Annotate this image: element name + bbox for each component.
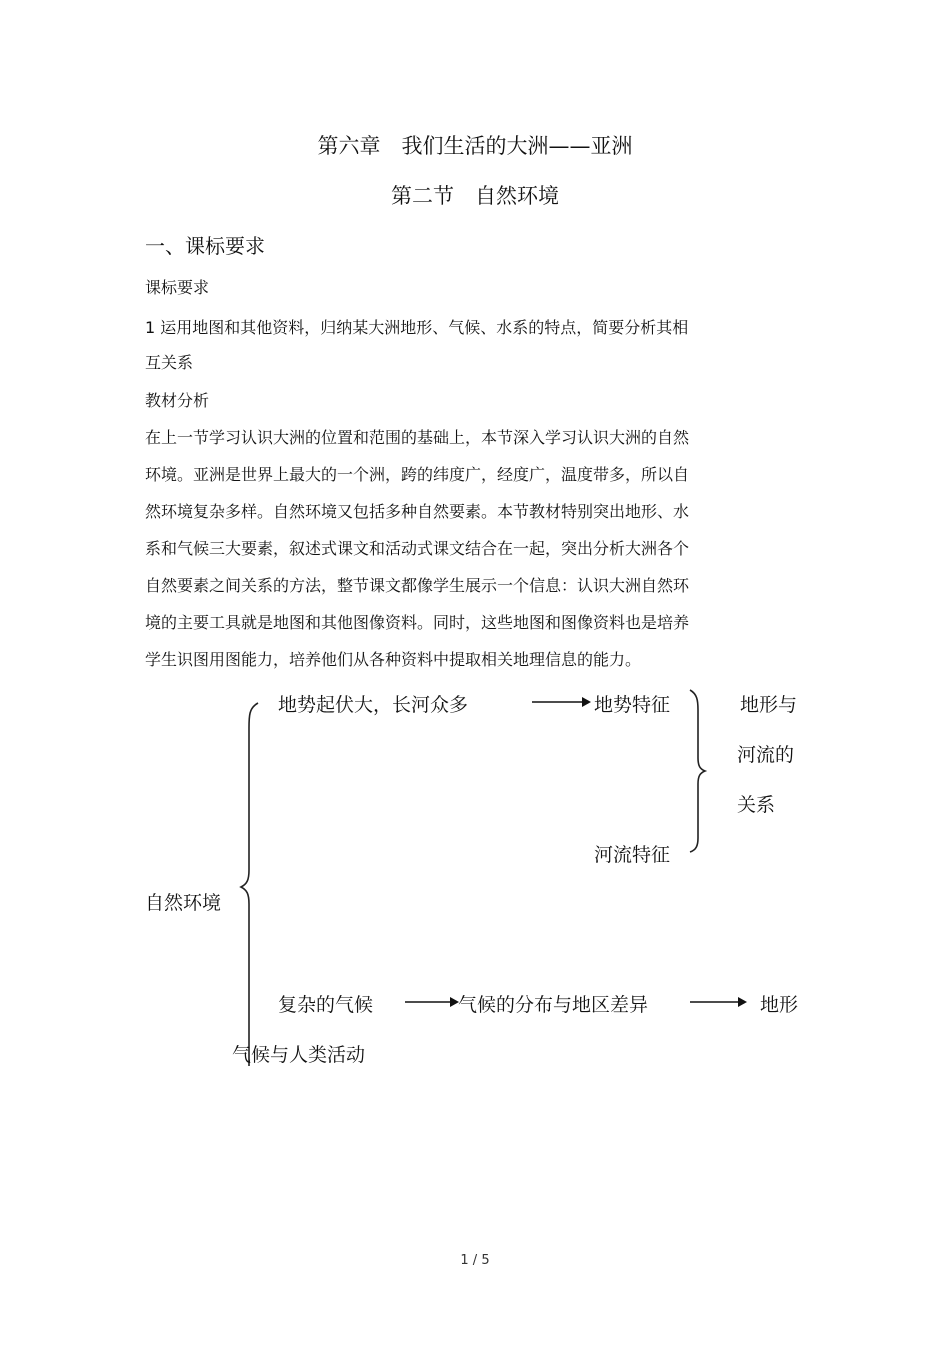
complex-climate-node: 复杂的气候 [278,994,374,1016]
river-feature-node: 河流特征 [594,844,671,866]
analysis-label: 教材分析 [145,391,210,410]
climate-human-node: 气候与人类活动 [232,1044,366,1066]
analysis-line: 学生识图用图能力，培养他们从各种资料中提取相关地理信息的能力。 [145,650,642,669]
relation-line: 河流的 [737,744,795,766]
relation-line: 关系 [737,794,776,816]
analysis-line: 境的主要工具就是地图和其他图像资料。同时，这些地图和图像资料也是培养 [145,613,690,632]
relation-line: 地形与 [740,694,798,716]
analysis-line: 环境。亚洲是世界上最大的一个洲，跨的纬度广，经度广，温度带多，所以自 [145,465,690,484]
chapter-title: 第六章 我们生活的大洲——亚洲 [317,134,633,158]
terrain-feature-node: 地势特征 [594,694,671,716]
left-brace [241,703,258,1066]
arrow-climate [405,997,459,1007]
analysis-line: 自然要素之间关系的方法，整节课文都像学生展示一个信息：认识大洲自然环 [145,576,690,595]
standard-item-line2: 互关系 [145,353,194,372]
terrain-rivers-node: 地势起伏大，长河众多 [278,694,469,716]
heading-curriculum-requirements: 一、课标要求 [145,234,265,258]
page-number: 1 / 5 [460,1253,490,1268]
analysis-line: 系和气候三大要素，叙述式课文和活动式课文结合在一起，突出分析大洲各个 [145,539,690,558]
climate-distribution-node: 气候的分布与地区差异 [458,994,649,1016]
root-node: 自然环境 [145,892,222,914]
standard-label: 课标要求 [145,278,210,297]
arrow-terrain [532,697,591,707]
standard-item-line1: 1 运用地图和其他资料，归纳某大洲地形、气候、水系的特点，简要分析其相 [145,318,689,337]
terrain-node: 地形 [760,994,799,1016]
arrow-terrain-2 [690,997,747,1007]
analysis-line: 然环境复杂多样。自然环境又包括多种自然要素。本节教材特别突出地形、水 [145,502,690,521]
analysis-line: 在上一节学习认识大洲的位置和范围的基础上，本节深入学习认识大洲的自然 [145,428,690,447]
right-brace [690,690,705,852]
section-title: 第二节 自然环境 [391,184,559,208]
